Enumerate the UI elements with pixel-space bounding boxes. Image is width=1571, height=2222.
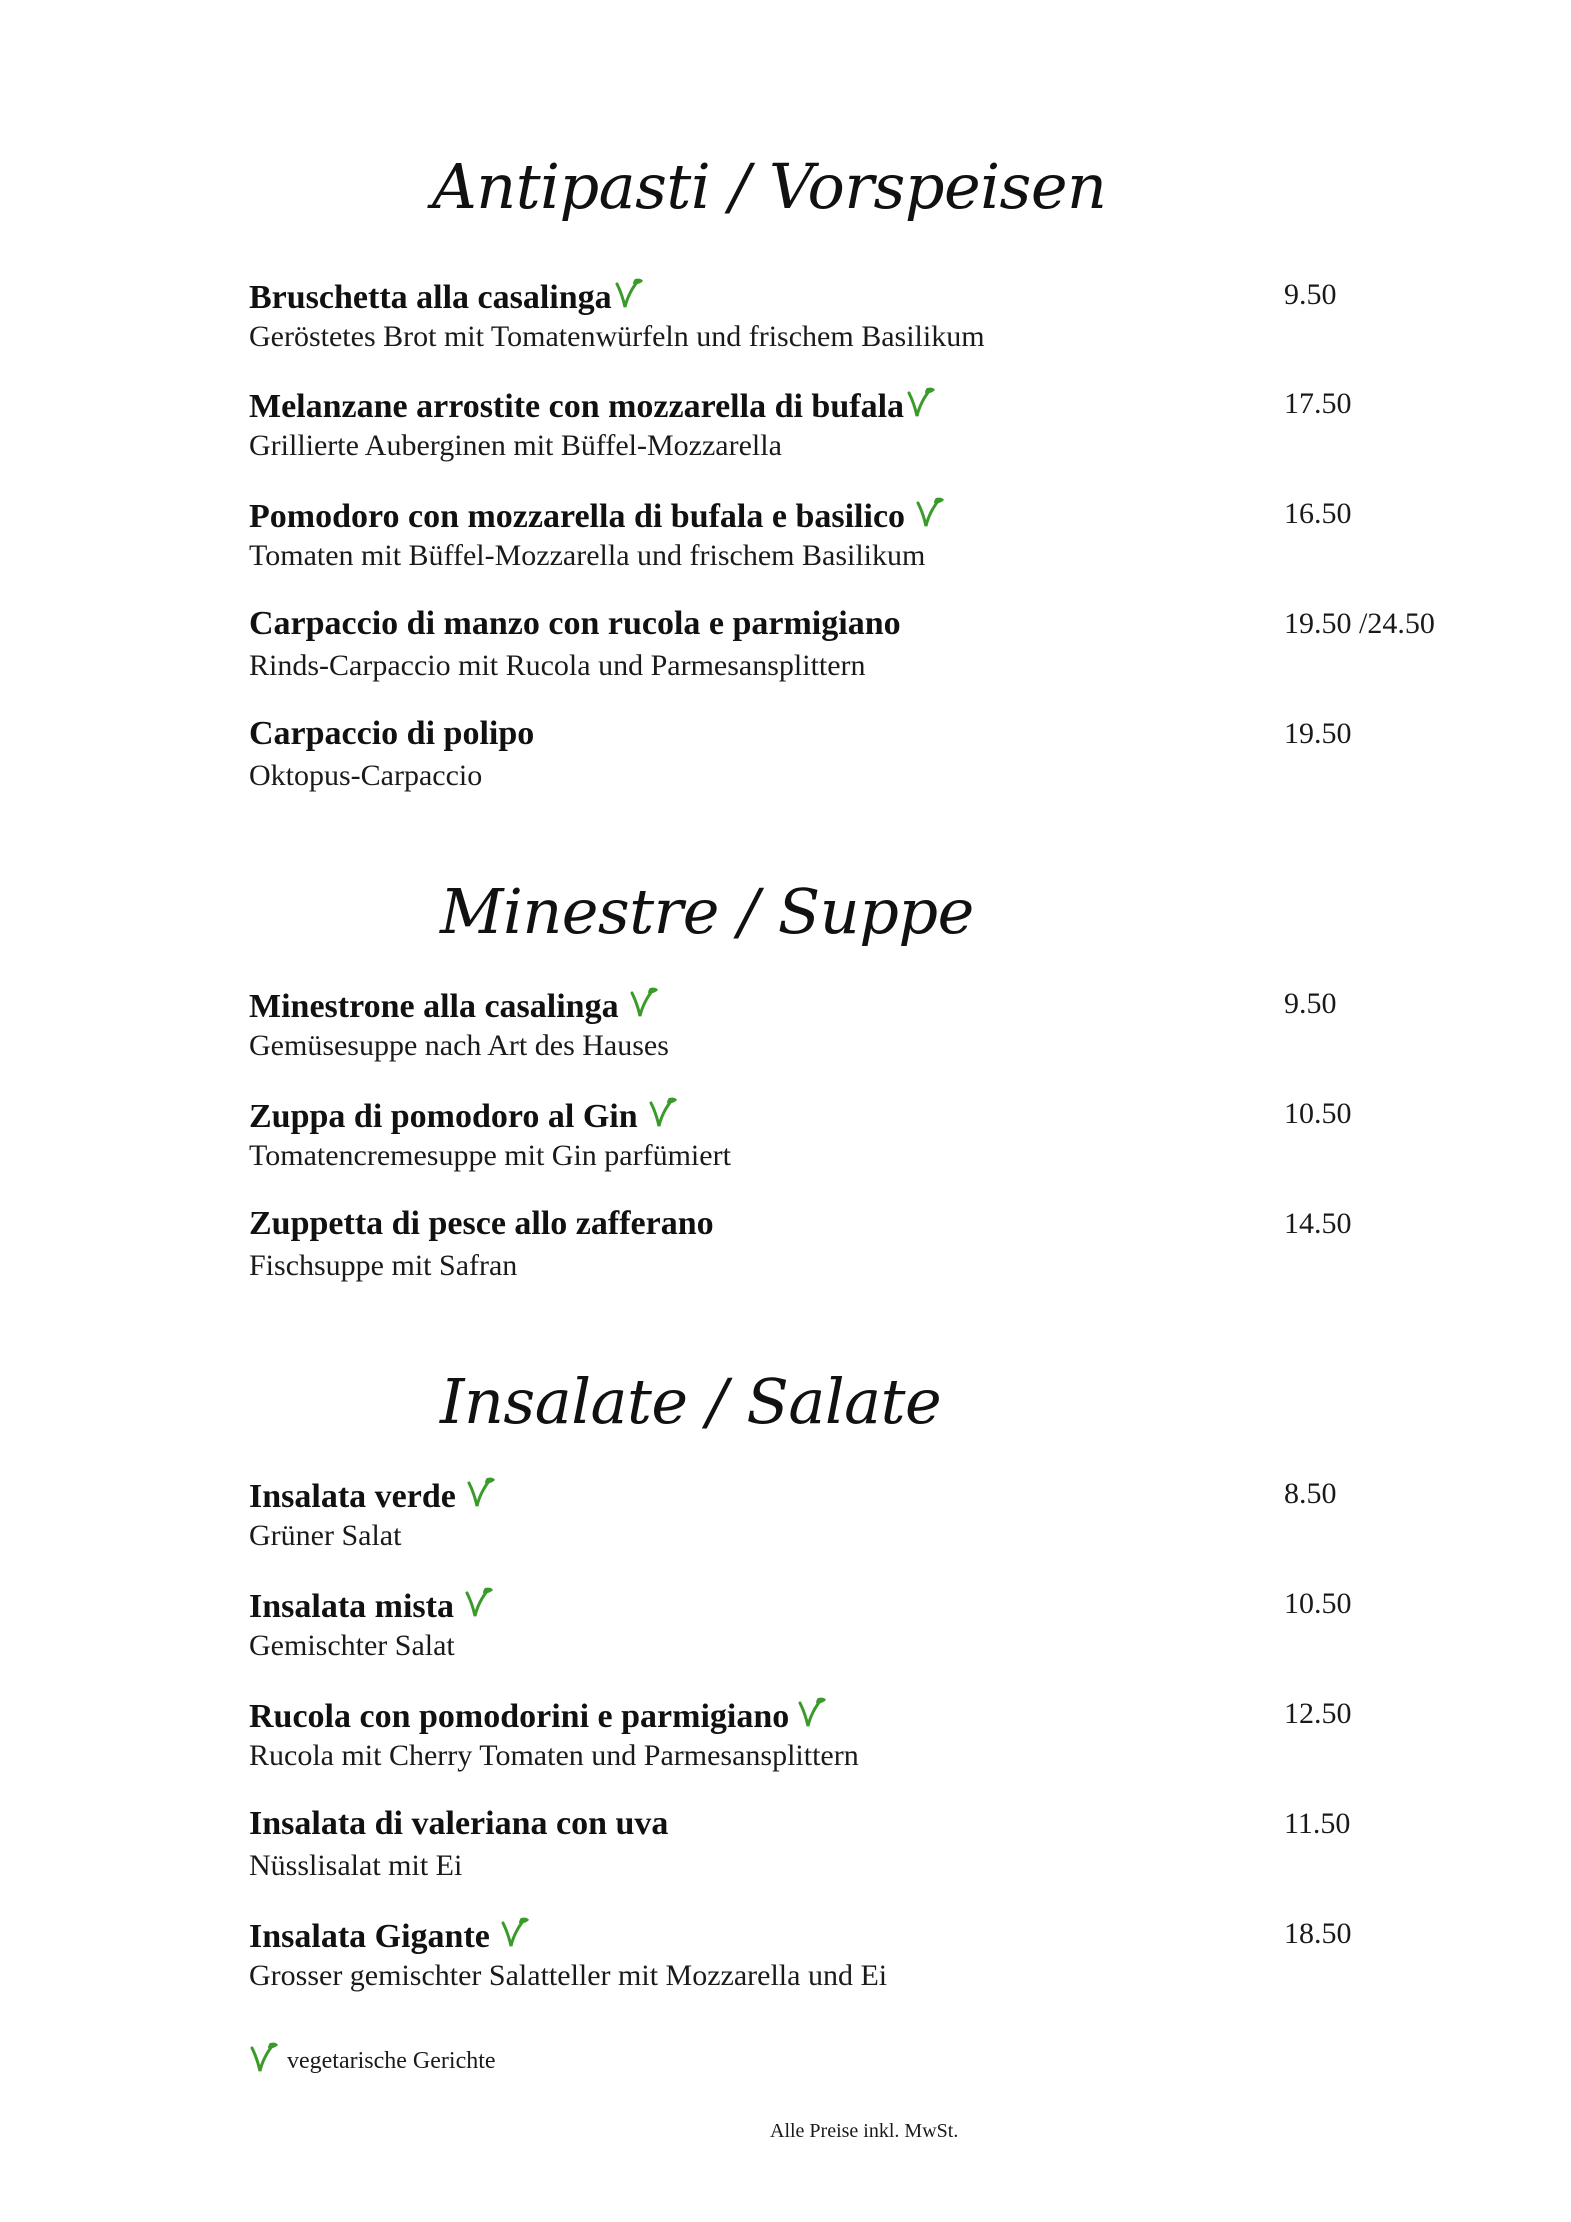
item-description: Oktopus-Carpaccio: [249, 759, 483, 792]
leaf-check-icon: [648, 1095, 678, 1129]
menu-item: [249, 1585, 1449, 1675]
leaf-check-icon: [906, 385, 936, 419]
menu-item: [249, 605, 1449, 695]
item-description: Rinds-Carpaccio mit Rucola und Parmesansplittern: [249, 649, 866, 682]
item-name: Bruschetta alla casalinga: [249, 276, 644, 317]
leaf-check-icon: [629, 985, 659, 1019]
item-description: Fischsuppe mit Safran: [249, 1249, 518, 1282]
item-price: 17.50: [1284, 387, 1352, 420]
section-title-antipasti: Antipasti / Vorspeisen: [432, 150, 1107, 223]
section-title-insalate: Insalate / Salate: [440, 1365, 942, 1438]
menu-item: [249, 715, 1449, 805]
item-description: Gemischter Salat: [249, 1629, 455, 1662]
item-price: 16.50: [1284, 497, 1352, 530]
item-name: Pomodoro con mozzarella di bufala e basilico: [249, 495, 945, 536]
item-description: Geröstetes Brot mit Tomatenwürfeln und frischem Basilikum: [249, 320, 985, 353]
item-name: Carpaccio di manzo con rucola e parmigiano: [249, 605, 901, 642]
leaf-check-icon: [915, 495, 945, 529]
item-name: Zuppa di pomodoro al Gin: [249, 1095, 678, 1136]
leaf-check-icon: [500, 1915, 530, 1949]
item-description: Grillierte Auberginen mit Büffel-Mozzarella: [249, 429, 782, 462]
leaf-check-icon: [466, 1475, 496, 1509]
section-title-minestre: Minestre / Suppe: [440, 875, 974, 948]
leaf-check-icon: [464, 1585, 494, 1619]
menu-item: [249, 1205, 1449, 1295]
item-description: Grüner Salat: [249, 1519, 402, 1552]
menu-item: [249, 385, 1449, 475]
item-name: Insalata mista: [249, 1585, 494, 1626]
item-price: 19.50 /24.50: [1284, 607, 1435, 640]
menu-item: [249, 1475, 1449, 1565]
menu-item: [249, 1095, 1449, 1185]
item-name: Insalata di valeriana con uva: [249, 1805, 669, 1842]
item-price: 18.50: [1284, 1917, 1352, 1950]
item-price: 10.50: [1284, 1587, 1352, 1620]
leaf-check-icon: [249, 2040, 279, 2074]
item-description: Gemüsesuppe nach Art des Hauses: [249, 1029, 669, 1062]
leaf-check-icon: [797, 1695, 827, 1729]
item-price: 19.50: [1284, 717, 1352, 750]
vegetarian-legend: [249, 2040, 496, 2075]
leaf-check-icon: [614, 276, 644, 310]
item-description: Rucola mit Cherry Tomaten und Parmesansplittern: [249, 1739, 859, 1772]
menu-item: [249, 276, 1449, 366]
item-description: Nüsslisalat mit Ei: [249, 1849, 463, 1882]
item-price: 14.50: [1284, 1207, 1352, 1240]
item-price: 10.50: [1284, 1097, 1352, 1130]
menu-item: [249, 1805, 1449, 1895]
item-price: 11.50: [1284, 1807, 1351, 1840]
menu-item: [249, 985, 1449, 1075]
menu-item: [249, 1695, 1449, 1785]
item-name: Insalata verde: [249, 1475, 496, 1516]
item-name: Carpaccio di polipo: [249, 715, 535, 752]
item-description: Grosser gemischter Salatteller mit Mozzarella und Ei: [249, 1959, 888, 1992]
menu-item: [249, 1915, 1449, 2005]
item-price: 8.50: [1284, 1477, 1337, 1510]
item-name: Insalata Gigante: [249, 1915, 530, 1956]
price-note: Alle Preise inkl. MwSt.: [770, 2120, 959, 2142]
item-description: Tomatencremesuppe mit Gin parfümiert: [249, 1139, 731, 1172]
item-description: Tomaten mit Büffel-Mozzarella und frischem Basilikum: [249, 539, 926, 572]
item-price: 12.50: [1284, 1697, 1352, 1730]
item-price: 9.50: [1284, 278, 1337, 311]
menu-item: [249, 495, 1449, 585]
item-price: 9.50: [1284, 987, 1337, 1020]
item-name: Melanzane arrostite con mozzarella di bufala: [249, 385, 936, 426]
item-name: Minestrone alla casalinga: [249, 985, 659, 1026]
item-name: Zuppetta di pesce allo zafferano: [249, 1205, 714, 1242]
item-name: Rucola con pomodorini e parmigiano: [249, 1695, 827, 1736]
legend-label: vegetarische Gerichte: [287, 2048, 496, 2074]
